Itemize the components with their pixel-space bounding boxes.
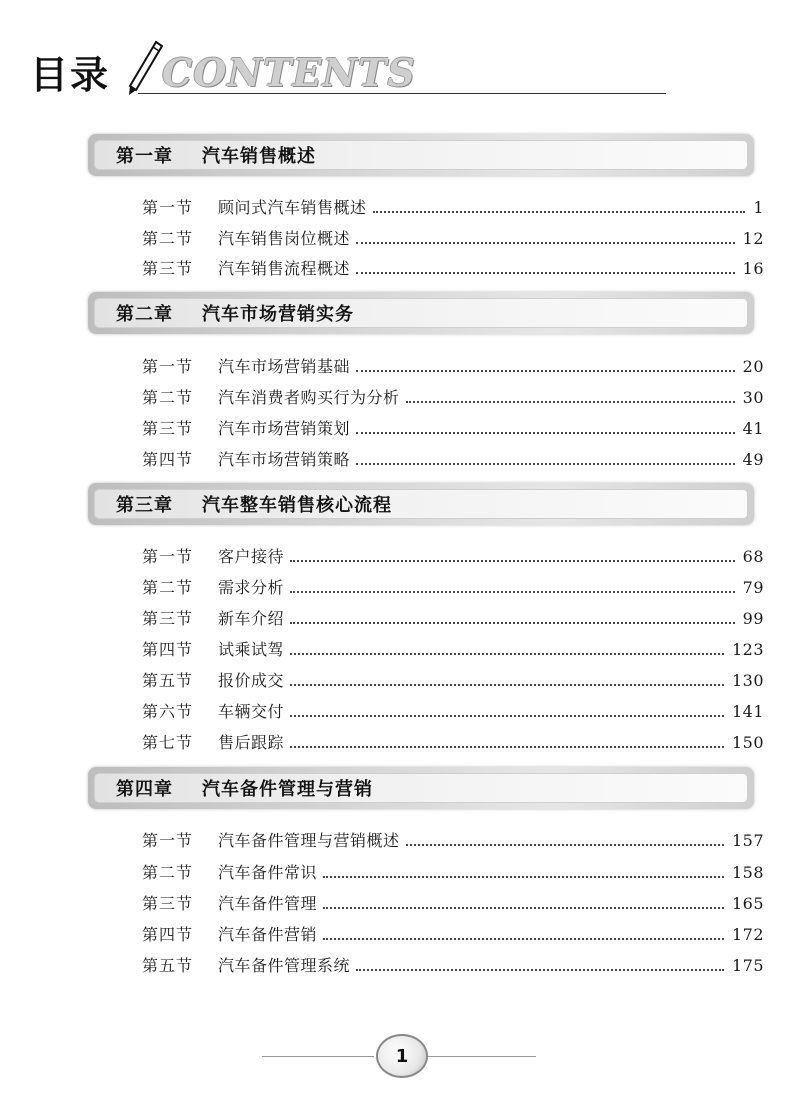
section-number: 第二节 <box>142 578 194 597</box>
section-number: 第一节 <box>142 198 194 217</box>
section-number: 第三节 <box>142 259 194 278</box>
toc-entry[interactable] <box>142 196 764 220</box>
section-title: 报价成交 <box>218 671 285 690</box>
toc-entry[interactable] <box>142 417 764 441</box>
dot-leader <box>356 242 735 244</box>
section-title: 汽车市场营销策略 <box>218 450 351 469</box>
toc-entry[interactable] <box>142 700 764 724</box>
toc-entry[interactable] <box>142 607 764 631</box>
footer-rule-left <box>262 1056 374 1057</box>
toc-entry[interactable] <box>142 576 764 600</box>
dot-leader <box>373 211 746 213</box>
toc-entry[interactable] <box>142 954 764 978</box>
toc-title-en: CONTENTS <box>162 50 416 95</box>
page-number: 150 <box>731 733 764 752</box>
section-number: 第一节 <box>142 831 194 850</box>
section-number: 第五节 <box>142 671 194 690</box>
section-number: 第三节 <box>142 894 194 913</box>
chapter-title: 汽车备件管理与营销 <box>202 779 373 800</box>
page-number: 16 <box>742 259 764 278</box>
toc-title-cn: 目录 <box>30 53 111 97</box>
section-number: 第六节 <box>142 702 194 721</box>
section-title: 汽车备件管理 <box>218 894 318 913</box>
page-number: 158 <box>731 863 764 882</box>
section-number: 第三节 <box>142 419 194 438</box>
section-title: 需求分析 <box>218 578 285 597</box>
page-number: 130 <box>731 671 764 690</box>
dot-leader <box>290 746 724 748</box>
chapter-bar-inner <box>94 298 748 328</box>
chapter-title: 汽车整车销售核心流程 <box>202 495 392 516</box>
dot-leader <box>406 844 724 846</box>
dot-leader <box>290 684 724 686</box>
chapter-title: 汽车销售概述 <box>202 146 316 167</box>
chapter-number: 第三章 <box>116 495 173 516</box>
page-number: 175 <box>731 956 764 975</box>
dot-leader <box>290 653 724 655</box>
toc-entry[interactable] <box>142 731 764 755</box>
page-number: 79 <box>742 578 764 597</box>
section-title: 汽车备件常识 <box>218 863 318 882</box>
page-number-badge: 1 <box>376 1034 428 1078</box>
chapter-number: 第四章 <box>116 779 173 800</box>
toc-entry[interactable] <box>142 448 764 472</box>
page-number: 1 <box>753 198 764 217</box>
chapter-2-bar[interactable] <box>88 292 754 334</box>
toc-entry[interactable] <box>142 861 764 885</box>
dot-leader <box>290 560 735 562</box>
section-title: 汽车消费者购买行为分析 <box>218 388 400 407</box>
dot-leader <box>290 591 735 593</box>
section-title: 试乘试驾 <box>218 640 285 659</box>
page-number: 123 <box>731 640 764 659</box>
toc-entry[interactable] <box>142 892 764 916</box>
toc-header <box>30 40 650 100</box>
section-number: 第四节 <box>142 925 194 944</box>
toc-entry[interactable] <box>142 545 764 569</box>
chapter-number: 第二章 <box>116 304 173 325</box>
section-title: 汽车备件管理与营销概述 <box>218 831 400 850</box>
section-title: 新车介绍 <box>218 609 285 628</box>
section-title: 汽车备件营销 <box>218 925 318 944</box>
footer-rule-right <box>428 1056 536 1057</box>
chapter-title: 汽车市场营销实务 <box>202 304 354 325</box>
page-number: 172 <box>731 925 764 944</box>
page-number: 68 <box>742 547 764 566</box>
chapter-1-bar[interactable] <box>88 134 754 176</box>
section-title: 车辆交付 <box>218 702 285 721</box>
dot-leader <box>323 938 724 940</box>
dot-leader <box>356 272 735 274</box>
pen-icon <box>126 40 166 96</box>
header-rule <box>138 93 666 94</box>
section-title: 客户接待 <box>218 547 285 566</box>
chapter-number: 第一章 <box>116 146 173 167</box>
toc-entry[interactable] <box>142 386 764 410</box>
section-number: 第一节 <box>142 357 194 376</box>
page-number: 157 <box>731 831 764 850</box>
section-title: 汽车市场营销策划 <box>218 419 351 438</box>
dot-leader <box>290 622 735 624</box>
section-number: 第七节 <box>142 733 194 752</box>
page-number: 99 <box>742 609 764 628</box>
page-number: 20 <box>742 357 764 376</box>
section-title: 汽车销售岗位概述 <box>218 229 351 248</box>
page-number: 165 <box>731 894 764 913</box>
chapter-bar-inner <box>94 773 748 803</box>
section-number: 第三节 <box>142 609 194 628</box>
section-number: 第二节 <box>142 863 194 882</box>
dot-leader <box>323 876 724 878</box>
page-number: 41 <box>742 419 764 438</box>
page-number: 141 <box>731 702 764 721</box>
toc-entry[interactable] <box>142 355 764 379</box>
chapter-3-bar[interactable] <box>88 483 754 525</box>
dot-leader <box>356 370 735 372</box>
dot-leader <box>356 463 735 465</box>
chapter-4-bar[interactable] <box>88 767 754 809</box>
section-number: 第五节 <box>142 956 194 975</box>
chapter-bar-inner <box>94 489 748 519</box>
dot-leader <box>356 432 735 434</box>
toc-entry[interactable] <box>142 257 764 281</box>
page-number: 49 <box>742 450 764 469</box>
page-number: 30 <box>742 388 764 407</box>
section-number: 第四节 <box>142 450 194 469</box>
section-title: 售后跟踪 <box>218 733 285 752</box>
section-number: 第二节 <box>142 229 194 248</box>
section-number: 第一节 <box>142 547 194 566</box>
section-title: 顾问式汽车销售概述 <box>218 198 367 217</box>
section-title: 汽车市场营销基础 <box>218 357 351 376</box>
toc-entry[interactable] <box>142 923 764 947</box>
dot-leader <box>323 907 724 909</box>
section-number: 第二节 <box>142 388 194 407</box>
toc-entry[interactable] <box>142 829 764 853</box>
dot-leader <box>406 401 735 403</box>
section-title: 汽车备件管理系统 <box>218 956 351 975</box>
dot-leader <box>290 715 724 717</box>
toc-entry[interactable] <box>142 227 764 251</box>
dot-leader <box>356 969 724 971</box>
chapter-bar-inner <box>94 140 748 170</box>
section-title: 汽车销售流程概述 <box>218 259 351 278</box>
page-number: 12 <box>742 229 764 248</box>
section-number: 第四节 <box>142 640 194 659</box>
toc-entry[interactable] <box>142 669 764 693</box>
toc-entry[interactable] <box>142 638 764 662</box>
